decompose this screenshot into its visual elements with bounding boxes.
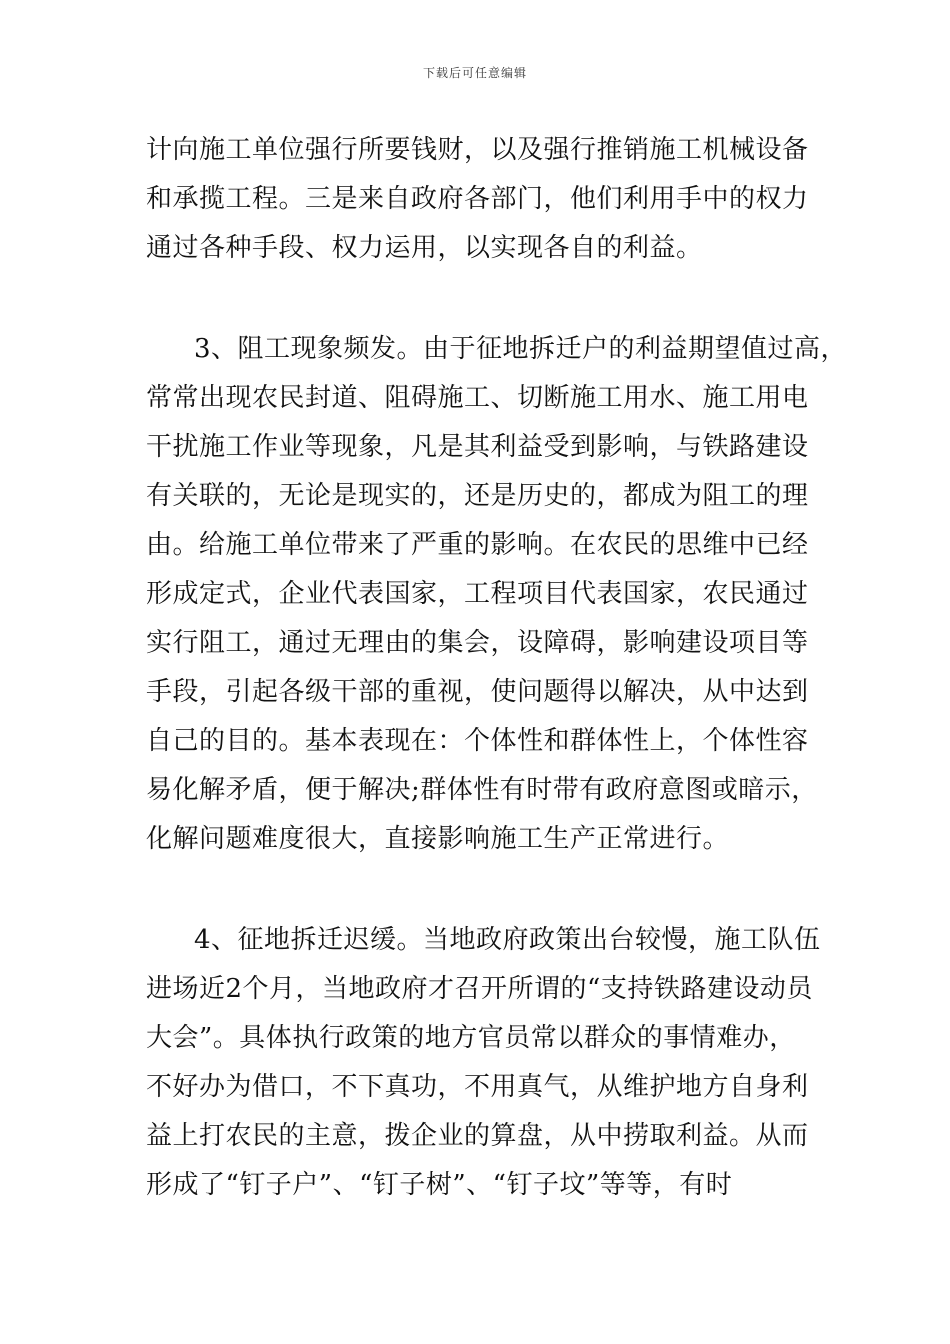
text-line: 通过各种手段、权力运用，以实现各自的利益。 [146,233,703,263]
text-line: 自己的目的。基本表现在：个体性和群体性上，个体性容 [146,726,809,756]
text-line: 4、征地拆迁迟缓。当地政府政策出台较慢，施工队伍 [194,925,821,955]
page-header: 下载后可任意编辑 [422,66,527,80]
text-line: 干扰施工作业等现象，凡是其利益受到影响，与铁路建设 [146,432,809,462]
text-line: 3、阻工现象频发。由于征地拆迁户的利益期望值过高， [194,334,848,364]
text-line: 实行阻工，通过无理由的集会，设障碍，影响建设项目等 [146,628,809,658]
text-line: 不好办为借口，不下真功，不用真气，从维护地方自身利 [146,1072,809,1102]
text-line: 和承揽工程。三是来自政府各部门，他们利用手中的权力 [146,184,809,214]
text-line: 进场近2个月，当地政府才召开所谓的“支持铁路建设动员 [146,974,813,1004]
text-line: 常常出现农民封道、阻碍施工、切断施工用水、施工用电 [146,383,809,413]
text-line: 手段，引起各级干部的重视，使问题得以解决，从中达到 [146,677,809,707]
text-line: 形成定式，企业代表国家，工程项目代表国家，农民通过 [146,579,809,609]
text-line: 有关联的，无论是现实的，还是历史的，都成为阻工的理 [146,481,809,511]
text-line: 形成了“钉子户”、“钉子树”、“钉子坟”等等，有时 [146,1170,733,1200]
text-line: 益上打农民的主意，拨企业的算盘，从中捞取利益。从而 [146,1121,809,1151]
text-line: 易化解矛盾，便于解决;群体性有时带有政府意图或暗示， [146,775,818,805]
text-line: 化解问题难度很大，直接影响施工生产正常进行。 [146,824,730,854]
text-line: 计向施工单位强行所要钱财，以及强行推销施工机械设备 [146,135,809,165]
text-line: 大会”。具体执行政策的地方官员常以群众的事情难办， [146,1023,796,1053]
text-line: 由。给施工单位带来了严重的影响。在农民的思维中已经 [146,530,809,560]
